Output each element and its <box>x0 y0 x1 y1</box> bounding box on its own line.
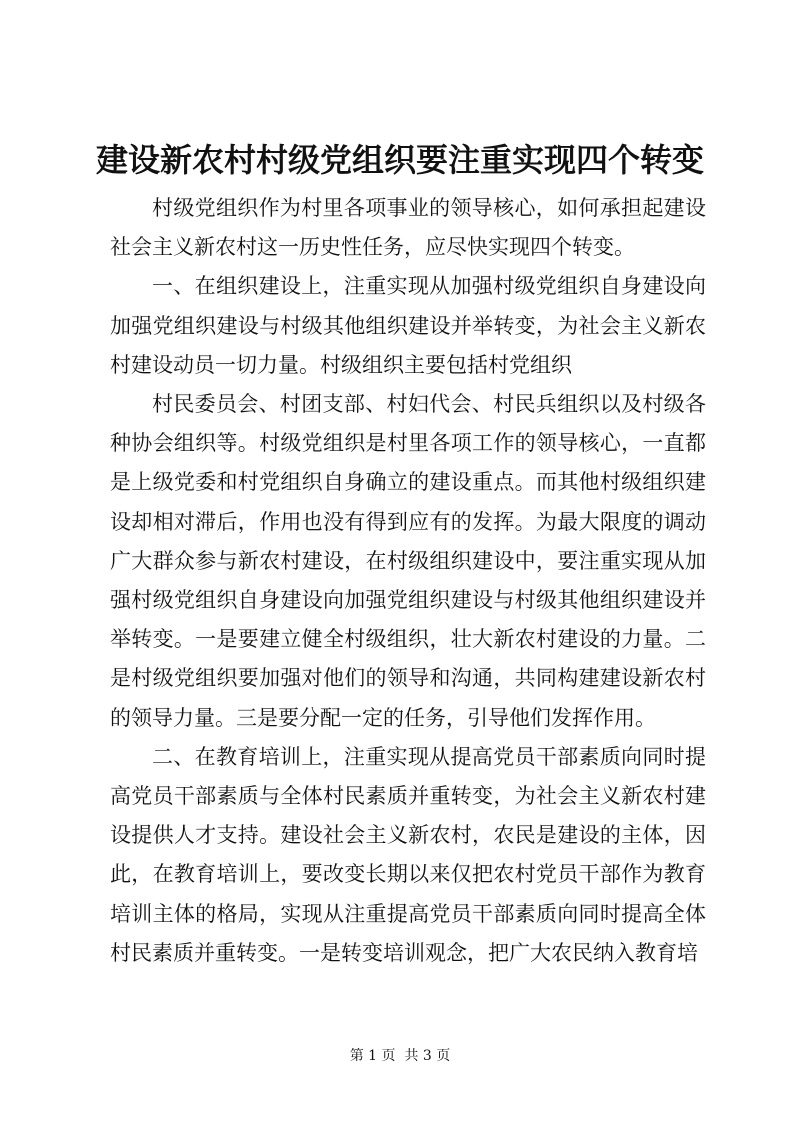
paragraph-section-1-detail: 村民委员会、村团支部、村妇代会、村民兵组织以及村级各种协会组织等。村级党组织是村里各项工作的领导核心，一直都是上级党委和村党组织自身确立的建设重点。而其他村级组织建设却相对滞后，作用也没有得到应有的发挥。为最大限度的调动广大群众参与新农村建设，在村级组织建设中，要注重实现从加强村级党组织自身建设向加强党组织建设与村级其他组织建设并举转变。一是要建立健全村级组织，壮大新农村建设的力量。二是村级党组织要加强对他们的领导和沟通，共同构建建设新农村的领导力量。三是要分配一定的任务，引导他们发挥作用。 <box>110 392 706 730</box>
page-footer <box>0 1046 800 1066</box>
paragraph-section-2: 二、在教育培训上，注重实现从提高党员干部素质向同时提高党员干部素质与全体村民素质并重转变，为社会主义新农村建设提供人才支持。建设社会主义新农村，农民是建设的主体，因此，在教育培训上，要改变长期以来仅把农村党员干部作为教育培训主体的格局，实现从注重提高党员干部素质向同时提高全体村民素质并重转变。一是转变培训观念，把广大农民纳入教育培 <box>110 744 706 965</box>
document-title: 建设新农村村级党组织要注重实现四个转变 <box>95 141 704 179</box>
document-body <box>110 189 706 973</box>
page-number-text: 第 1 页 共 3 页 <box>349 1048 451 1064</box>
paragraph-section-1: 一、在组织建设上，注重实现从加强村级党组织自身建设向加强党组织建设与村级其他组织建设并举转变，为社会主义新农村建设动员一切力量。村级组织主要包括村党组织 <box>110 274 706 377</box>
paragraph-intro: 村级党组织作为村里各项事业的领导核心，如何承担起建设社会主义新农村这一历史性任务，应尽快实现四个转变。 <box>110 196 706 260</box>
